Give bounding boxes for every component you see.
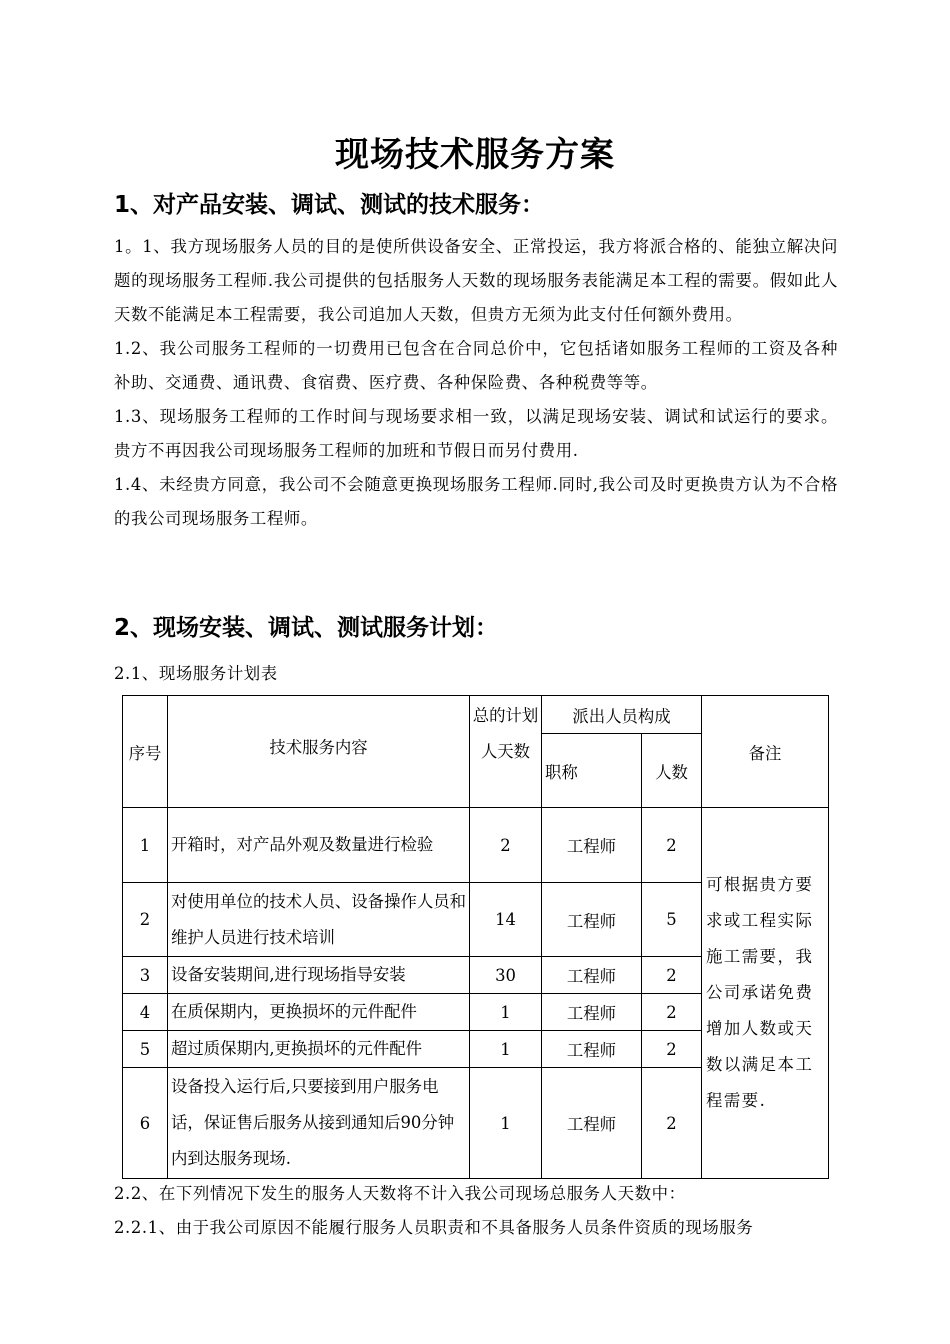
row-title: 工程师 — [542, 883, 642, 957]
row-title: 工程师 — [542, 1031, 642, 1068]
paragraph-1-4: 1.4、未经贵方同意，我公司不会随意更换现场服务工程师.同时,我公司及时更换贵方认为不合格的我公司现场服务工程师。 — [114, 475, 838, 528]
row-total: 30 — [470, 957, 542, 994]
paragraph-1-2: 1.2、我公司服务工程师的一切费用已包含在合同总价中，它包括诸如服务工程师的工资及各种补助、交通费、通讯费、食宿费、医疗费、各种保险费、各种税费等等。 — [114, 339, 838, 392]
table-row — [123, 808, 829, 883]
row-seq: 4 — [123, 994, 168, 1031]
row-content: 超过质保期内,更换损坏的元件配件 — [168, 1031, 470, 1068]
row-content: 对使用单位的技术人员、设备操作人员和维护人员进行技术培训 — [168, 883, 470, 957]
row-seq: 2 — [123, 883, 168, 957]
header-dispatch: 派出人员构成 — [542, 696, 702, 734]
section-2-footer — [114, 1177, 838, 1245]
row-content: 开箱时，对产品外观及数量进行检验 — [168, 808, 470, 883]
section-2-heading: 2、现场安装、调试、测试服务计划： — [114, 615, 499, 641]
service-plan-table — [122, 695, 829, 1179]
header-title: 职称 — [542, 734, 642, 808]
row-seq: 5 — [123, 1031, 168, 1068]
row-count: 5 — [642, 883, 702, 957]
row-total: 1 — [470, 1068, 542, 1179]
row-count: 2 — [642, 1031, 702, 1068]
row-total: 2 — [470, 808, 542, 883]
paragraph-1-1: 1。1、我方现场服务人员的目的是使所供设备安全、正常投运，我方将派合格的、能独立解决问题的现场服务工程师.我公司提供的包括服务人天数的现场服务表能满足本工程的需要。假如此人天数不能满足本工程需要，我公司追加人天数，但贵方无须为此支付任何额外费用。 — [114, 237, 838, 324]
paragraph-1-3: 1.3、现场服务工程师的工作时间与现场要求相一致，以满足现场安装、调试和试运行的要求。贵方不再因我公司现场服务工程师的加班和节假日而另付费用. — [114, 407, 838, 460]
row-content: 设备安装期间,进行现场指导安装 — [168, 957, 470, 994]
section-1-heading: 1、对产品安装、调试、测试的技术服务： — [114, 192, 545, 218]
paragraph-2-2: 2.2、在下列情况下发生的服务人天数将不计入我公司现场总服务人天数中： — [114, 1184, 686, 1203]
table-header-row — [123, 696, 829, 734]
paragraph-2-2-1: 2.2.1、由于我公司原因不能履行服务人员职责和不具备服务人员条件资质的现场服务 — [114, 1218, 754, 1237]
header-note: 备注 — [702, 696, 829, 808]
row-total: 1 — [470, 994, 542, 1031]
section-1-body — [114, 230, 838, 536]
row-seq: 3 — [123, 957, 168, 994]
row-total: 14 — [470, 883, 542, 957]
row-content: 设备投入运行后,只要接到用户服务电话，保证售后服务从接到通知后90分钟内到达服务现场. — [168, 1068, 470, 1179]
row-count: 2 — [642, 1068, 702, 1179]
row-title: 工程师 — [542, 957, 642, 994]
row-seq: 6 — [123, 1068, 168, 1179]
row-count: 2 — [642, 994, 702, 1031]
row-content: 在质保期内，更换损坏的元件配件 — [168, 994, 470, 1031]
row-title: 工程师 — [542, 808, 642, 883]
header-count: 人数 — [642, 734, 702, 808]
row-title: 工程师 — [542, 994, 642, 1031]
row-title: 工程师 — [542, 1068, 642, 1179]
note-cell: 可根据贵方要求或工程实际施工需要，我公司承诺免费增加人数或天数以满足本工程需要. — [702, 808, 829, 1179]
row-count: 2 — [642, 808, 702, 883]
table-caption: 2.1、现场服务计划表 — [114, 664, 278, 683]
document-title: 现场技术服务方案 — [335, 135, 615, 175]
header-content: 技术服务内容 — [168, 696, 470, 808]
row-count: 2 — [642, 957, 702, 994]
header-total: 总的计划人天数 — [470, 696, 542, 808]
row-seq: 1 — [123, 808, 168, 883]
row-total: 1 — [470, 1031, 542, 1068]
header-seq: 序号 — [123, 696, 168, 808]
